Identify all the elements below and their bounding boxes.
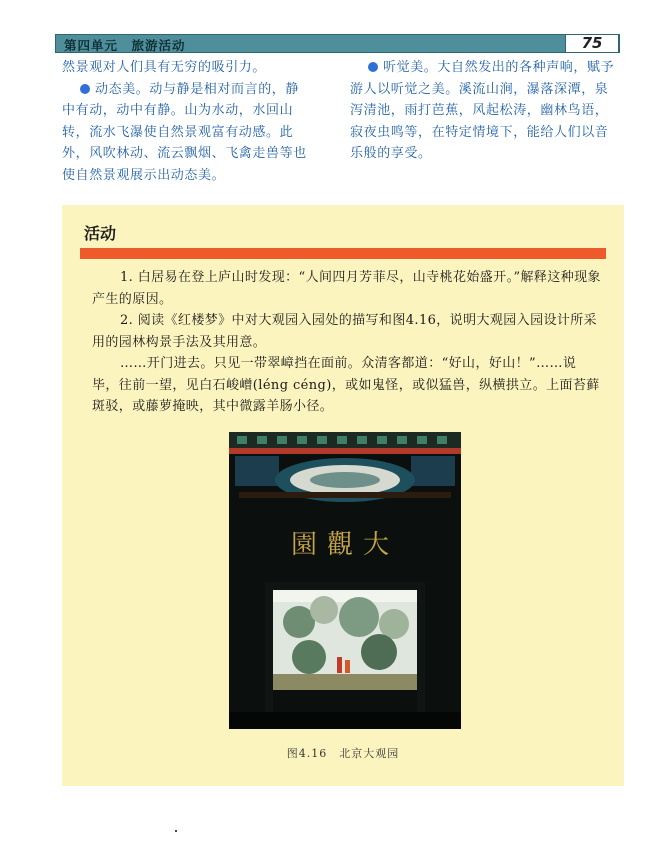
unit-header: [55, 34, 620, 53]
paragraph-text: 听觉美。大自然发出的各种声响，赋予游人以听觉之美。溪流山涧，瀑落深潭，泉泻清池，雨打芭蕉，风起松涛，幽林鸟语，寂夜虫鸣等，在特定情境下，能给人们以音乐般的享受。: [350, 60, 615, 161]
gate-plaque-text: 大觀園: [290, 530, 399, 560]
activity-body: [92, 267, 602, 418]
activity-question-1: 1. 白居易在登上庐山时发现：“人间四月芳菲尽，山寺桃花始盛开。”解释这种现象产生的原因。: [92, 270, 601, 307]
paragraph-auditory-beauty: [350, 57, 615, 165]
daguanyuan-gate-photo: [229, 432, 461, 729]
title-divider-bar: [80, 248, 606, 259]
paragraph-text: 动态美。动与静是相对而言的，静中有动，动中有静。山为水动，水回山转，流水飞瀑使自然景观富有动感。此外，风吹林动、流云飘烟、飞禽走兽等也使自然景观展示出动态美。: [62, 81, 307, 183]
paragraph-dynamic-beauty: [62, 79, 312, 187]
activity-box: [62, 205, 624, 786]
left-column: [62, 57, 312, 186]
paragraph-text: 然景观对人们具有无穷的吸引力。: [62, 60, 267, 75]
right-column: [350, 57, 615, 165]
bullet-icon: [368, 62, 378, 72]
paragraph-continuation: [62, 57, 312, 79]
page-number: 75: [565, 34, 619, 53]
bullet-icon: [80, 84, 90, 94]
page-speck: [175, 830, 177, 832]
activity-title: 活动: [84, 224, 117, 243]
activity-quotation: ……开门进去。只见一带翠嶂挡在面前。众清客都道：“好山，好山！”……说毕，往前一望，见白石峻嶒(léng céng)，或如鬼怪，或似猛兽，纵横拱立。上面苔藓斑驳，或藤萝掩映，其中微露羊肠小径。: [92, 356, 600, 414]
activity-question-2: 2. 阅读《红楼梦》中对大观园入园处的描写和图4.16，说明大观园入园设计所采用的园林构景手法及其用意。: [92, 313, 598, 350]
unit-title: 第四单元 旅游活动: [64, 38, 186, 53]
figure-caption: 图4.16 北京大观园: [286, 747, 400, 760]
